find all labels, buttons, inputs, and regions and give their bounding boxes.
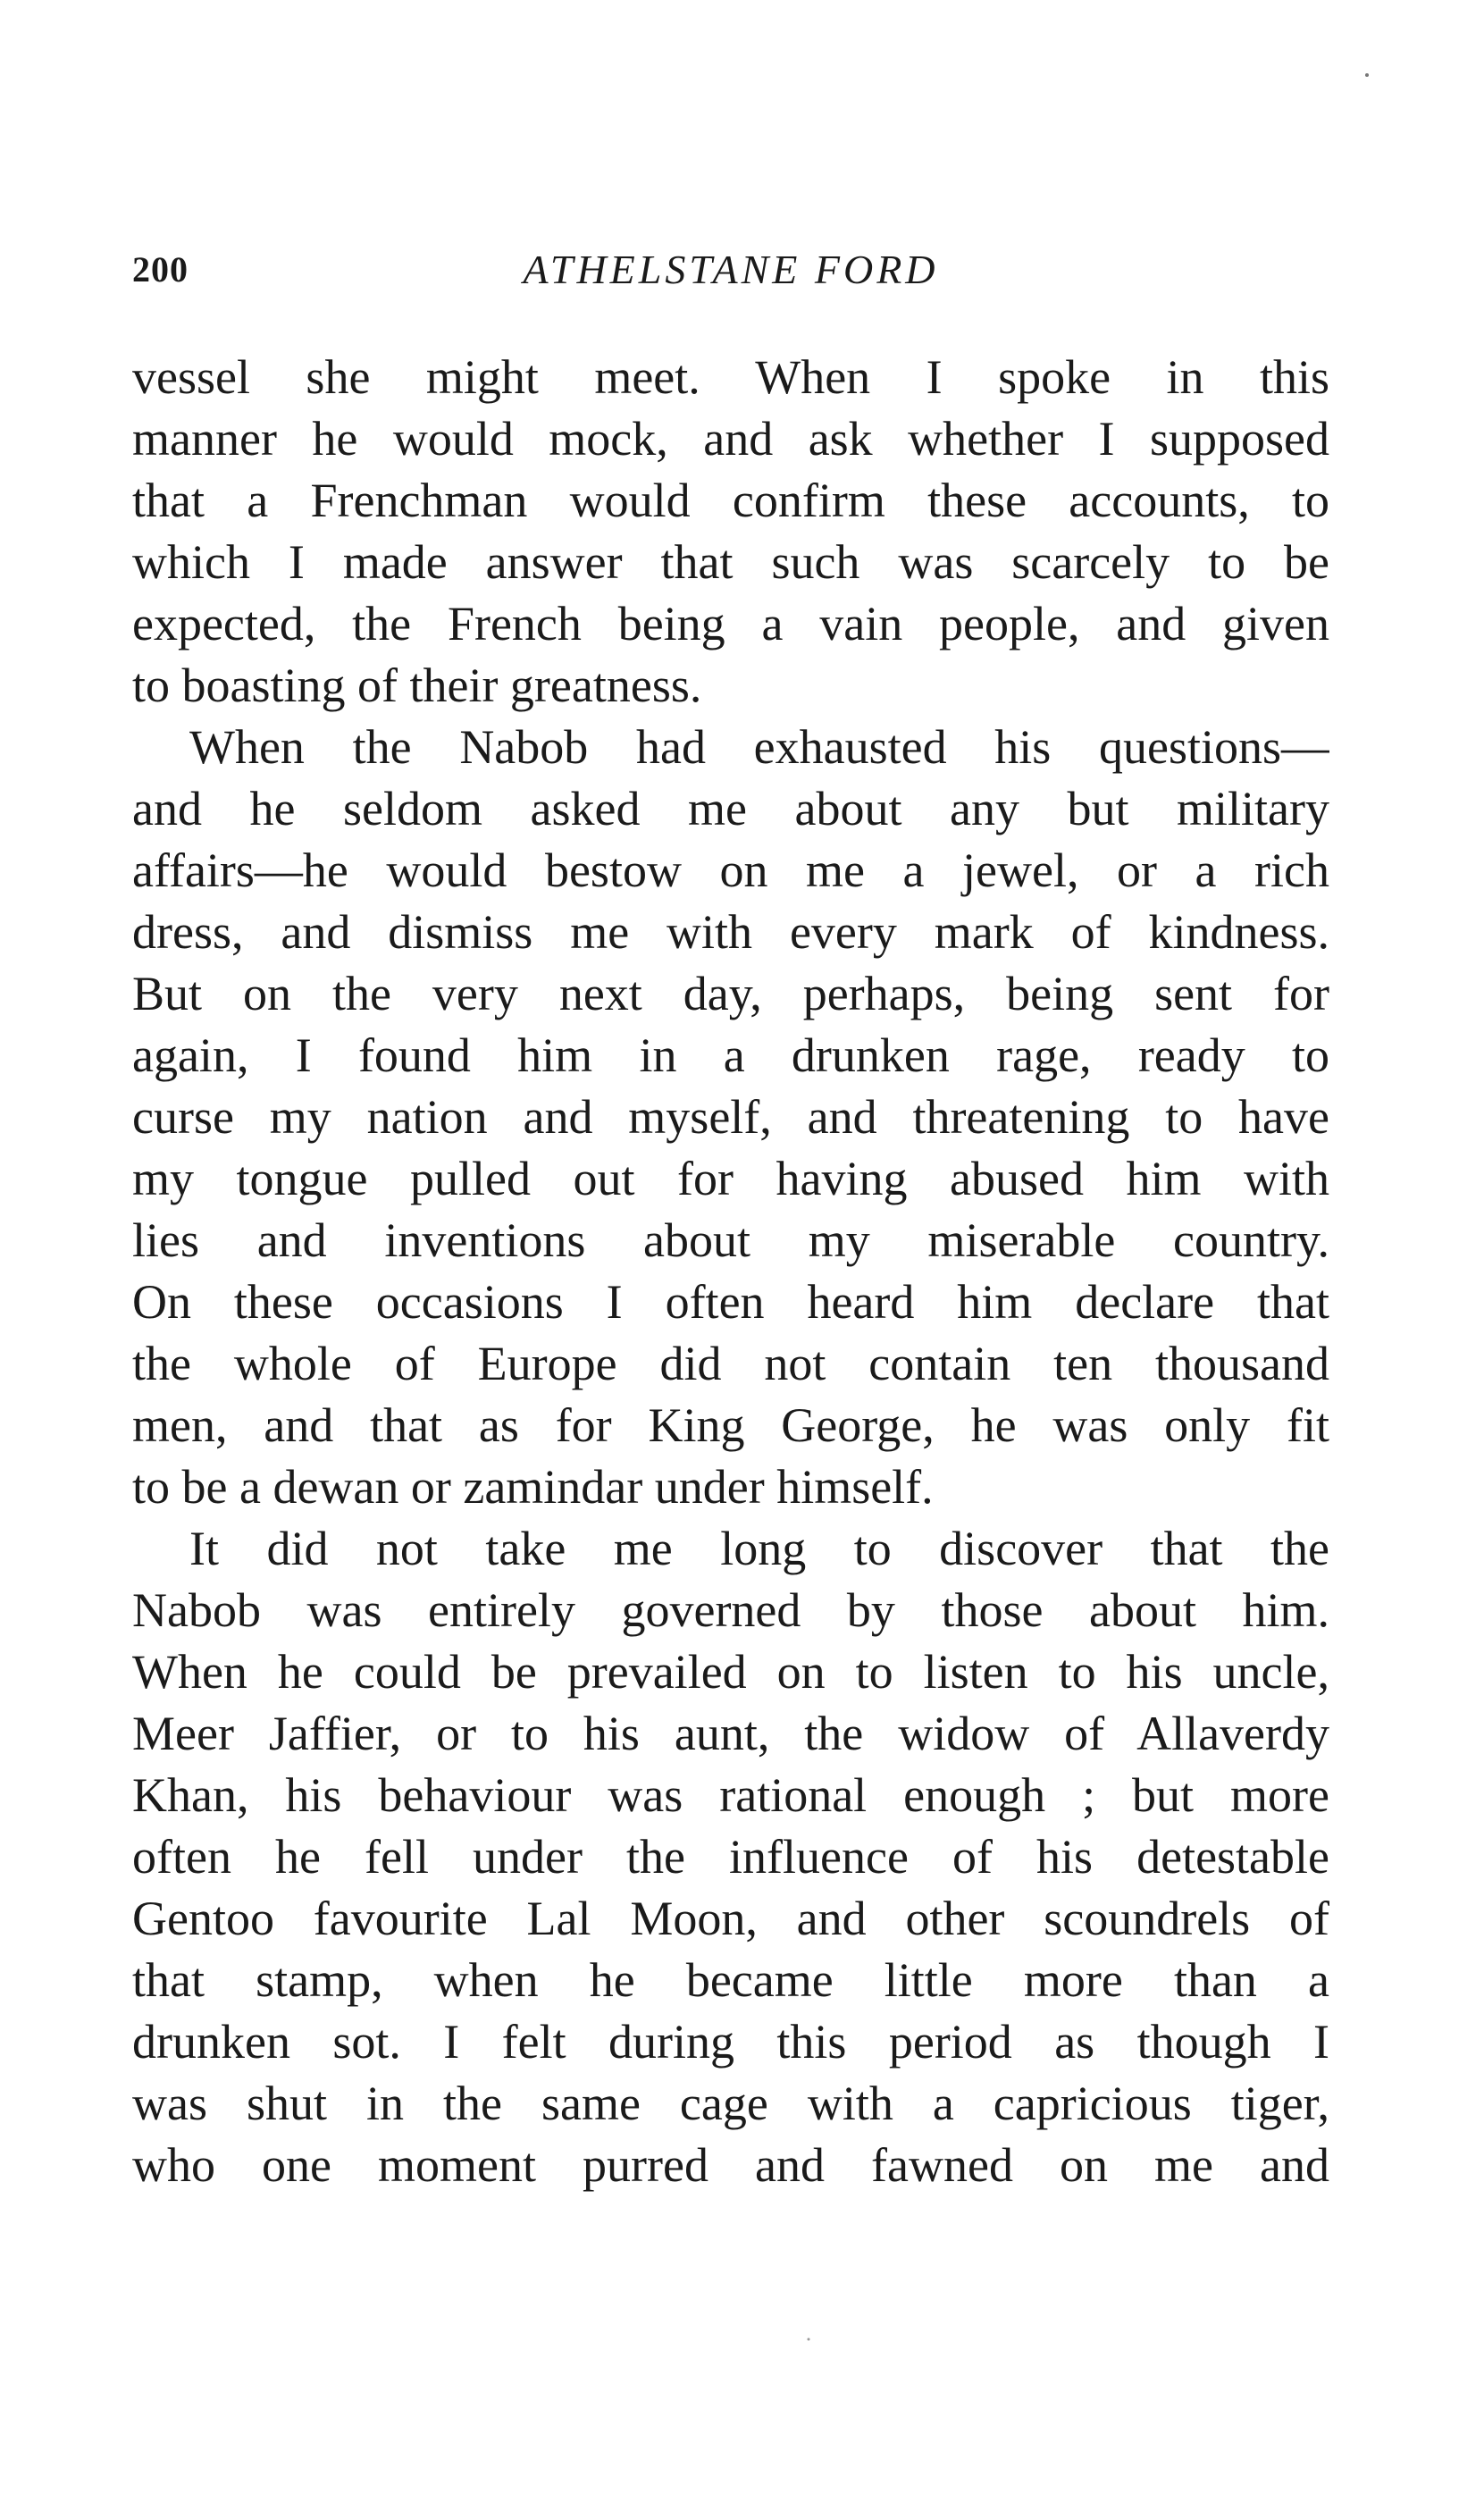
text-line: When the Nabob had exhausted his questions— [189, 720, 1329, 774]
book-title: ATHELSTANE FORD [523, 247, 939, 292]
text-line: to be a dewan or zamindar under himself. [132, 1460, 934, 1514]
text-line: my tongue pulled out for having abused him with [132, 1152, 1329, 1205]
text-line: Nabob was entirely governed by those about him. [132, 1583, 1329, 1637]
text-line: expected, the French being a vain people, and given [132, 597, 1329, 650]
paper-speck [1365, 73, 1369, 77]
text-line: curse my nation and myself, and threatening to have [132, 1090, 1329, 1144]
text-line: On these occasions I often heard him declare that [132, 1275, 1329, 1329]
text-line: Gentoo favourite Lal Moon, and other scoundrels of [132, 1892, 1329, 1945]
text-line: again, I found him in a drunken rage, ready to [132, 1028, 1329, 1082]
text-line: that stamp, when he became little more than a [132, 1953, 1329, 2007]
text-line: often he fell under the influence of his detestable [132, 1830, 1329, 1884]
text-line: who one moment purred and fawned on me and [132, 2138, 1329, 2192]
text-line: dress, and dismiss me with every mark of kindness. [132, 905, 1329, 959]
paragraph-2 [132, 717, 1329, 1518]
text-line: vessel she might meet. When I spoke in this [132, 350, 1329, 404]
text-line: affairs—he would bestow on me a jewel, or a rich [132, 843, 1329, 897]
page-number: 200 [132, 249, 189, 290]
text-line: But on the very next day, perhaps, being sent for [132, 967, 1329, 1020]
text-line: Meer Jaffier, or to his aunt, the widow of Allaverdy [132, 1707, 1329, 1760]
paper-speck [808, 2338, 810, 2341]
text-line: the whole of Europe did not contain ten thousand [132, 1337, 1329, 1390]
text-line: was shut in the same cage with a capricious tiger, [132, 2077, 1329, 2130]
text-line: manner he would mock, and ask whether I supposed [132, 412, 1329, 466]
text-line: When he could be prevailed on to listen to his uncle, [132, 1645, 1329, 1699]
text-line: that a Frenchman would confirm these accounts, to [132, 474, 1329, 527]
text-line: Khan, his behaviour was rational enough ; but more [132, 1768, 1329, 1822]
running-head [132, 243, 1329, 297]
paragraph-3 [132, 1518, 1329, 2196]
text-line: to boasting of their greatness. [132, 659, 702, 712]
text-line: which I made answer that such was scarcely to be [132, 535, 1329, 589]
body-text [132, 347, 1329, 2196]
paragraph-1 [132, 347, 1329, 717]
text-line: It did not take me long to discover that the [189, 1522, 1329, 1575]
text-line: men, and that as for King George, he was only fit [132, 1398, 1329, 1452]
text-line: lies and inventions about my miserable country. [132, 1213, 1329, 1267]
text-line: and he seldom asked me about any but military [132, 782, 1329, 835]
text-line: drunken sot. I felt during this period as though I [132, 2015, 1329, 2069]
